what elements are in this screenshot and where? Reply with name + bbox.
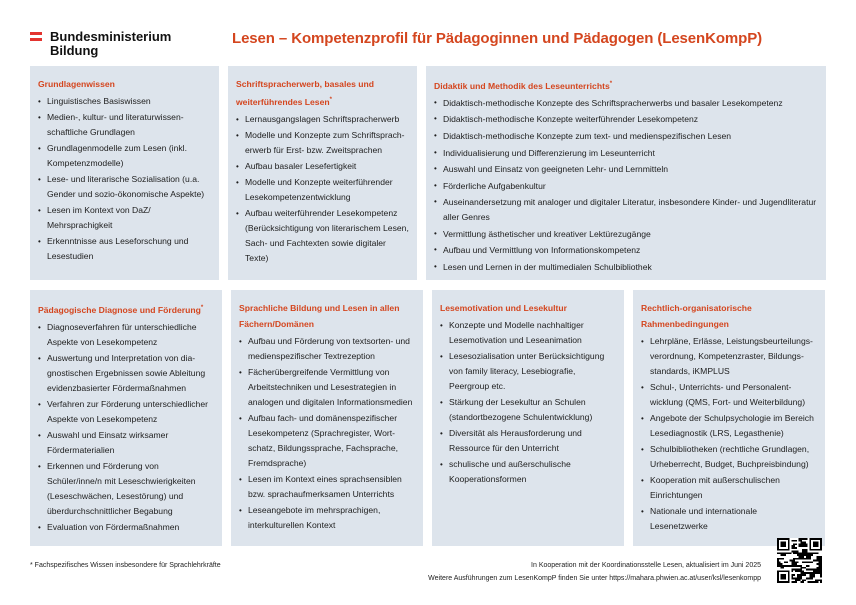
competency-grid [30, 66, 826, 556]
list-item: • Diagnoseverfahren für unterschiedliche Aspekte von Lesekompetenz [38, 320, 214, 350]
list-item: • Auswahl und Einsatz wirksamer Fördermaterialien [38, 428, 214, 458]
list-item: • Fächerübergreifende Vermittlung von Arbeitstechniken und Lesestrategien in analogen und digitalen Informationsmedien [239, 365, 415, 410]
list-item: • Didaktisch-methodische Konzepte zum text- und medienspezifischen Lesen [434, 129, 818, 144]
list-item: • Lehrpläne, Erlässe, Leistungsbeurteilungs-verordnung, Kompetenzraster, Bildungs-standards, iKMPLUS [641, 334, 817, 379]
list-item: • Didaktisch-methodische Konzepte des Schriftspracherwerbs und basaler Lesekompetenz [434, 96, 818, 111]
list-item: • Konzepte und Modelle nachhaltiger Lesemotivation und Leseanimation [440, 318, 616, 348]
austrian-flag-icon [30, 32, 42, 41]
list-item: • Auseinandersetzung mit analoger und digitaler Literatur, insbesondere Kinder- und Jugendliteratur aller Genres [434, 195, 818, 224]
list-item: • Individualisierung und Differenzierung im Leseunterricht [434, 146, 818, 161]
ministry-name-line1: Bundesministerium [50, 29, 172, 44]
list-item: • Diversität als Herausforderung und Ressource für den Unterricht [440, 426, 616, 456]
item-list [236, 112, 409, 266]
list-item: • Aufbau basaler Lesefertigkeit [236, 159, 409, 174]
list-item: • Erkennen und Förderung von Schüler/inne/n mit Leseschwierigkeiten (Leseschwächen, Lesestörung) und überdurchschnittlicher Begabung [38, 459, 214, 519]
ministry-name [50, 30, 171, 58]
more-info-link[interactable]: Weitere Ausführungen zum LesenKompP finden Sie unter https://mahara.phwien.ac.at/user/ksl/lesenkompp [428, 575, 761, 582]
item-list [440, 318, 616, 487]
card-schriftspracherwerb [228, 66, 417, 280]
list-item: • Medien-, kultur- und literaturwissen-schaftliche Grundlagen [38, 110, 211, 140]
list-item: • Lesen im Kontext eines sprachsensiblen bzw. sprachaufmerksamen Unterrichts [239, 472, 415, 502]
list-item: • Didaktisch-methodische Konzepte weiterführender Lesekompetenz [434, 112, 818, 127]
card-sprachliche-bildung [231, 290, 423, 546]
list-item: • Lesen im Kontext von DaZ/ Mehrsprachigkeit [38, 203, 211, 233]
list-item: • Erkenntnisse aus Leseforschung und Lesestudien [38, 234, 211, 264]
item-list [239, 334, 415, 533]
card-title: Grundlagenwissen [38, 79, 115, 89]
grid-row-1 [30, 66, 826, 280]
card-title: Rechtlich-organisatorische Rahmenbedingungen [641, 303, 752, 329]
ministry-logo [30, 30, 171, 58]
item-list [434, 96, 818, 275]
list-item: • Nationale und internationale Lesenetzwerke [641, 504, 817, 534]
list-item: • Auswahl und Einsatz von geeigneten Lehr- und Lernmitteln [434, 162, 818, 177]
item-list [38, 94, 211, 264]
footnote: * Fachspezifisches Wissen insbesondere für Sprachlehrkräfte [30, 562, 221, 569]
card-title: Sprachliche Bildung und Lesen in allen Fächern/Domänen [239, 303, 400, 329]
card-didaktik-methodik [426, 66, 826, 280]
list-item: • Verfahren zur Förderung unterschiedlicher Aspekte von Lesekompetenz [38, 397, 214, 427]
cooperation-note: In Kooperation mit der Koordinationsstelle Lesen, aktualisiert im Juni 2025 [531, 562, 761, 569]
qr-code-icon[interactable] [777, 538, 822, 583]
list-item: • Aufbau weiterführender Lesekompetenz (Berücksichtigung von literarischem Lesen, Sach- und Fachtexten sowie digitaler Texte) [236, 206, 409, 266]
list-item: • Angebote der Schulpsychologie im Bereich Lesediagnostik (LRS, Legasthenie) [641, 411, 817, 441]
item-list [641, 334, 817, 534]
grid-row-2 [30, 290, 826, 546]
card-lesemotivation [432, 290, 624, 546]
footnote-mark: * [609, 81, 613, 87]
list-item: • Leseangebote im mehrsprachigen, interkulturellen Kontext [239, 503, 415, 533]
card-title: Didaktik und Methodik des Leseunterrichts* [434, 80, 613, 91]
list-item: • Aufbau fach- und domänenspezifischer Lesekompetenz (Sprachregister, Wort-schatz, Bildungssprache, Fachsprache, Fremdsprache) [239, 411, 415, 471]
list-item: • Modelle und Konzepte zum Schriftsprach-erwerb für Erst- bzw. Zweitsprachen [236, 128, 409, 158]
card-rechtlich-organisatorisch [633, 290, 825, 546]
list-item: • Lernausgangslagen Schriftspracherwerb [236, 112, 409, 127]
list-item: • Kooperation mit außerschulischen Einrichtungen [641, 473, 817, 503]
list-item: • Stärkung der Lesekultur an Schulen (standortbezogene Schulentwicklung) [440, 395, 616, 425]
card-diagnose-foerderung [30, 290, 222, 546]
card-title: Pädagogische Diagnose und Förderung* [38, 304, 204, 315]
list-item: • Schul-, Unterrichts- und Personalent-wicklung (QMS, Fort- und Weiterbildung) [641, 380, 817, 410]
list-item: • Linguistisches Basiswissen [38, 94, 211, 109]
list-item: • Evaluation von Fördermaßnahmen [38, 520, 214, 535]
list-item: • Auswertung und Interpretation von dia-gnostischen Ergebnissen sowie Ableitung evidenzbasierter Fördermaßnahmen [38, 351, 214, 396]
card-title: Lesemotivation und Lesekultur [440, 303, 568, 313]
list-item: • Schulbibliotheken (rechtliche Grundlagen, Urheberrecht, Budget, Buchpreisbindung) [641, 442, 817, 472]
card-grundlagenwissen [30, 66, 219, 280]
list-item: • Förderliche Aufgabenkultur [434, 179, 818, 194]
item-list [38, 320, 214, 535]
ministry-name-line2: Bildung [50, 43, 99, 58]
list-item: • Vermittlung ästhetischer und kreativer Lektürezugänge [434, 227, 818, 242]
list-item: • schulische und außerschulische Kooperationsformen [440, 457, 616, 487]
list-item: • Aufbau und Förderung von textsorten- und medienspezifischer Textrezeption [239, 334, 415, 364]
list-item: • Lesen und Lernen in der multimedialen Schulbibliothek [434, 260, 818, 275]
list-item: • Lesesozialisation unter Berücksichtigung von family literacy, Lesebiografie, Peergroup etc. [440, 349, 616, 394]
list-item: • Aufbau und Vermittlung von Informationskompetenz [434, 243, 818, 258]
page-title: Lesen – Kompetenzprofil für Pädagoginnen und Pädagogen (LesenKompP) [232, 30, 763, 47]
footnote-mark: * [329, 97, 332, 103]
list-item: • Lese- und literarische Sozialisation (u.a. Gender und sozio-ökonomische Aspekte) [38, 172, 211, 202]
card-title: Schriftspracherwerb, basales und weiterführendes Lesen* [236, 79, 375, 107]
footnote-mark: * [200, 305, 204, 311]
list-item: • Modelle und Konzepte weiterführender Lesekompetenzentwicklung [236, 175, 409, 205]
list-item: • Grundlagenmodelle zum Lesen (inkl. Kompetenzmodelle) [38, 141, 211, 171]
